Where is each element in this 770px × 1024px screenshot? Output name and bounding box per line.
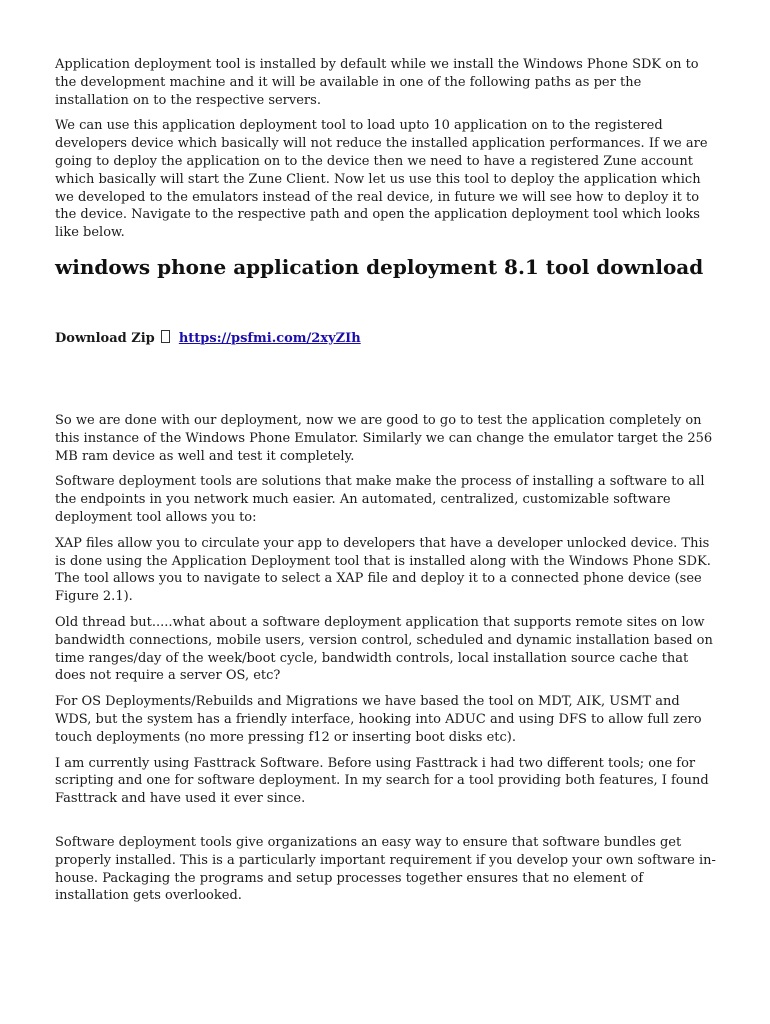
paragraph-fasttrack: I am currently using Fasttrack Software. Before using Fasttrack i had two different tools; one for scripting and one for software deployment. In my search for a tool providing both features, I found Fasttrack and have used it ever since. [55,755,709,807]
paragraph-intro: Application deployment tool is installed by default while we install the Windows Phone SDK on to the development machine and it will be available in one of the following paths as per the installation on to the respective servers. [55,57,699,108]
download-line [55,330,717,348]
paragraph-usage: We can use this application deployment tool to load upto 10 application on to the registered developers device which basically will not reduce the installed application performances. If we are going to deploy the application on to the device then we need to have a registered Zune account which basically will start the Zune Client. Now let us use this tool to deploy the application which we developed to the emulators instead of the real device, in future we will see how to deploy it to the device. Navigate to the respective path and open the application deployment tool which looks like below. [55,118,708,241]
document-page [55,56,717,905]
paragraph-software-tools: Software deployment tools are solutions that make make the process of installing a software to all the endpoints in you network much easier. An automated, centralized, customizable software deployment tool allows you to: [55,474,705,525]
paragraph-old-thread: Old thread but.....what about a software deployment application that supports remote sites on low bandwidth connections, mobile users, version control, scheduled and dynamic installation based on time ranges/day of the week/boot cycle, bandwidth controls, local installation source cache that does not require a server OS, etc? [55,614,713,684]
download-label: Download Zip [55,330,155,346]
paragraph-organizations: Software deployment tools give organizations an easy way to ensure that software bundles get properly installed. This is a particularly important requirement if you develop your own software in-house. Packaging the programs and setup processes together ensures that no element of installation gets overlooked. [55,834,716,904]
paragraph-xap-files: XAP files allow you to circulate your app to developers that have a developer unlocked device. This is done using the Application Deployment tool that is installed along with the Windows Phone SDK. The tool allows you to navigate to select a XAP file and deploy it to a connected phone device (see Figure 2.1). [55,535,711,605]
download-link[interactable]: https://psfmi.com/2xyZIh [178,330,361,346]
paragraph-deployment-done: So we are done with our deployment, now we are good to go to test the application completely on this instance of the Windows Phone Emulator. Similarly we can change the emulator target the 256 MB ram device as well and test it completely. [55,412,713,464]
page-heading: windows phone application deployment 8.1 tool download [55,254,704,279]
arrow-icon [161,330,170,343]
paragraph-os-deployments: For OS Deployments/Rebuilds and Migrations we have based the tool on MDT, AIK, USMT and WDS, but the system has a friendly interface, hooking into ADUC and using DFS to allow full zero touch deployments (no more pressing f12 or inserting boot disks etc). [55,694,702,745]
